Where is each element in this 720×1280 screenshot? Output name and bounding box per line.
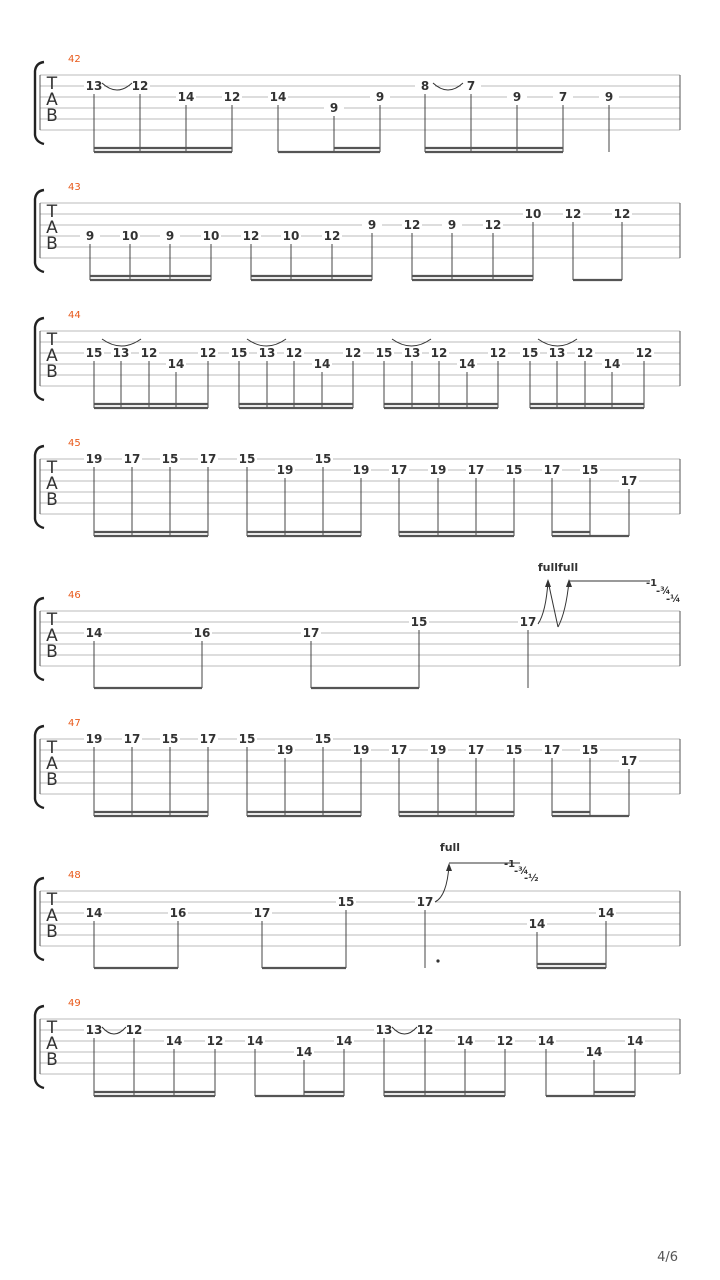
fret-number: 12 <box>496 1034 514 1048</box>
fret-number: 13 <box>85 1023 103 1037</box>
fret-number: 13 <box>403 346 421 360</box>
fret-number: 19 <box>352 743 370 757</box>
bend-arrowhead <box>566 579 572 587</box>
fret-number: 17 <box>620 474 638 488</box>
fret-number: 19 <box>276 463 294 477</box>
fret-number: 7 <box>466 79 476 93</box>
tab-letter: A <box>46 90 58 110</box>
measure-number: 45 <box>68 438 81 449</box>
fret-number: 14 <box>585 1045 603 1059</box>
fret-number: 15 <box>161 452 179 466</box>
fret-number: 12 <box>576 346 594 360</box>
measure-number: 48 <box>68 870 81 881</box>
fret-number: 15 <box>314 732 332 746</box>
fret-number: 14 <box>537 1034 555 1048</box>
tab-letter: B <box>46 106 58 126</box>
fret-number: 15 <box>505 463 523 477</box>
fret-number: 12 <box>223 90 241 104</box>
tab-letter: B <box>46 922 58 942</box>
fret-number: 17 <box>199 732 217 746</box>
fret-number: 9 <box>512 90 522 104</box>
fret-number: 17 <box>519 615 537 629</box>
fret-number: 12 <box>131 79 149 93</box>
fret-number: 12 <box>199 346 217 360</box>
fret-number: 19 <box>85 732 103 746</box>
tab-letter: A <box>46 754 58 774</box>
staff-system <box>35 718 680 816</box>
fret-number: 12 <box>403 218 421 232</box>
fret-number: 17 <box>416 895 434 909</box>
measure-number: 44 <box>68 310 81 321</box>
fret-number: 14 <box>528 917 546 931</box>
bend-release: -¼ <box>666 594 681 605</box>
fret-number: 12 <box>140 346 158 360</box>
fret-number: 14 <box>269 90 287 104</box>
staccato-dot <box>436 959 439 962</box>
fret-number: 12 <box>484 218 502 232</box>
fret-number: 13 <box>548 346 566 360</box>
bend-release: -1 <box>646 578 658 589</box>
tab-letter: A <box>46 906 58 926</box>
staff-system <box>35 438 680 536</box>
fret-number: 15 <box>581 743 599 757</box>
measure-number: 47 <box>68 718 81 729</box>
fret-number: 17 <box>467 743 485 757</box>
fret-number: 12 <box>344 346 362 360</box>
fret-number: 14 <box>335 1034 353 1048</box>
fret-number: 13 <box>258 346 276 360</box>
staff-system <box>35 54 680 152</box>
fret-number: 12 <box>125 1023 143 1037</box>
fret-number: 13 <box>112 346 130 360</box>
bend-arrow <box>538 581 548 624</box>
fret-number: 13 <box>375 1023 393 1037</box>
measure-number: 46 <box>68 590 81 601</box>
staff-system <box>35 310 680 408</box>
fret-number: 12 <box>430 346 448 360</box>
tab-letter: A <box>46 346 58 366</box>
fret-number: 14 <box>295 1045 313 1059</box>
fret-number: 17 <box>253 906 271 920</box>
tab-letter: T <box>46 890 58 910</box>
staff-system <box>35 182 680 280</box>
tab-letter: T <box>46 738 58 758</box>
tab-letter: B <box>46 490 58 510</box>
fret-number: 12 <box>242 229 260 243</box>
fret-number: 16 <box>169 906 187 920</box>
bend-release: -¾ <box>656 586 671 597</box>
staff-system <box>35 998 680 1096</box>
fret-number: 9 <box>165 229 175 243</box>
tab-letter: T <box>46 330 58 350</box>
fret-number: 15 <box>238 732 256 746</box>
fret-number: 17 <box>390 743 408 757</box>
fret-number: 15 <box>230 346 248 360</box>
fret-number: 15 <box>238 452 256 466</box>
fret-number: 7 <box>558 90 568 104</box>
tab-letter: T <box>46 74 58 94</box>
staff-system <box>35 561 681 688</box>
fret-number: 9 <box>447 218 457 232</box>
fret-number: 14 <box>597 906 615 920</box>
tab-letter: B <box>46 770 58 790</box>
fret-number: 17 <box>302 626 320 640</box>
tab-letter: B <box>46 362 58 382</box>
fret-number: 17 <box>543 743 561 757</box>
fret-number: 14 <box>603 357 621 371</box>
tab-letter: B <box>46 642 58 662</box>
fret-number: 10 <box>202 229 220 243</box>
fret-number: 17 <box>123 732 141 746</box>
fret-number: 9 <box>604 90 614 104</box>
tab-letter: A <box>46 1034 58 1054</box>
fret-number: 15 <box>521 346 539 360</box>
tab-letter: A <box>46 474 58 494</box>
fret-number: 9 <box>375 90 385 104</box>
fret-number: 9 <box>367 218 377 232</box>
tab-letter: T <box>46 1018 58 1038</box>
fret-number: 12 <box>613 207 631 221</box>
bend-release: -½ <box>524 873 539 884</box>
fret-number: 19 <box>429 743 447 757</box>
fret-number: 19 <box>85 452 103 466</box>
fret-number: 14 <box>165 1034 183 1048</box>
fret-number: 15 <box>85 346 103 360</box>
fret-number: 12 <box>416 1023 434 1037</box>
fret-number: 10 <box>121 229 139 243</box>
fret-number: 10 <box>282 229 300 243</box>
bend-label: full <box>439 841 461 854</box>
fret-number: 12 <box>635 346 653 360</box>
fret-number: 15 <box>410 615 428 629</box>
fret-number: 14 <box>313 357 331 371</box>
bend-release: -1 <box>504 859 516 870</box>
fret-number: 14 <box>626 1034 644 1048</box>
tab-letter: T <box>46 610 58 630</box>
fret-number: 17 <box>620 754 638 768</box>
fret-number: 12 <box>285 346 303 360</box>
fret-number: 14 <box>167 357 185 371</box>
fret-number: 13 <box>85 79 103 93</box>
measure-number: 49 <box>68 998 81 1009</box>
fret-number: 9 <box>85 229 95 243</box>
fret-number: 19 <box>429 463 447 477</box>
bend-arrowhead <box>545 579 551 587</box>
fret-number: 19 <box>276 743 294 757</box>
fret-number: 14 <box>85 626 103 640</box>
fret-number: 17 <box>543 463 561 477</box>
measure-number: 42 <box>68 54 81 65</box>
tab-letter: A <box>46 218 58 238</box>
measure-number: 43 <box>68 182 81 193</box>
fret-number: 12 <box>564 207 582 221</box>
tab-letter: B <box>46 234 58 254</box>
fret-number: 19 <box>352 463 370 477</box>
fret-number: 16 <box>193 626 211 640</box>
fret-number: 14 <box>456 1034 474 1048</box>
fret-number: 15 <box>581 463 599 477</box>
tab-letter: T <box>46 202 58 222</box>
fret-number: 10 <box>524 207 542 221</box>
bend-arrow <box>558 581 569 627</box>
fret-number: 15 <box>337 895 355 909</box>
bend-arrow <box>548 581 558 627</box>
fret-number: 17 <box>390 463 408 477</box>
tab-letter: T <box>46 458 58 478</box>
fret-number: 12 <box>323 229 341 243</box>
fret-number: 14 <box>246 1034 264 1048</box>
fret-number: 9 <box>329 101 339 115</box>
tab-letter: A <box>46 626 58 646</box>
fret-number: 17 <box>467 463 485 477</box>
fret-number: 17 <box>123 452 141 466</box>
fret-number: 12 <box>206 1034 224 1048</box>
fret-number: 15 <box>375 346 393 360</box>
page-number: 4/6 <box>657 1250 678 1265</box>
fret-number: 14 <box>177 90 195 104</box>
bend-arrowhead <box>446 863 452 871</box>
tab-letter: B <box>46 1050 58 1070</box>
fret-number: 14 <box>458 357 476 371</box>
fret-number: 17 <box>199 452 217 466</box>
fret-number: 15 <box>505 743 523 757</box>
fret-number: 8 <box>420 79 430 93</box>
fret-number: 12 <box>489 346 507 360</box>
staff-system <box>35 841 680 968</box>
bend-label: fullfull <box>537 561 579 574</box>
fret-number: 15 <box>314 452 332 466</box>
fret-number: 14 <box>85 906 103 920</box>
fret-number: 15 <box>161 732 179 746</box>
bend-release: -¾ <box>514 866 529 877</box>
